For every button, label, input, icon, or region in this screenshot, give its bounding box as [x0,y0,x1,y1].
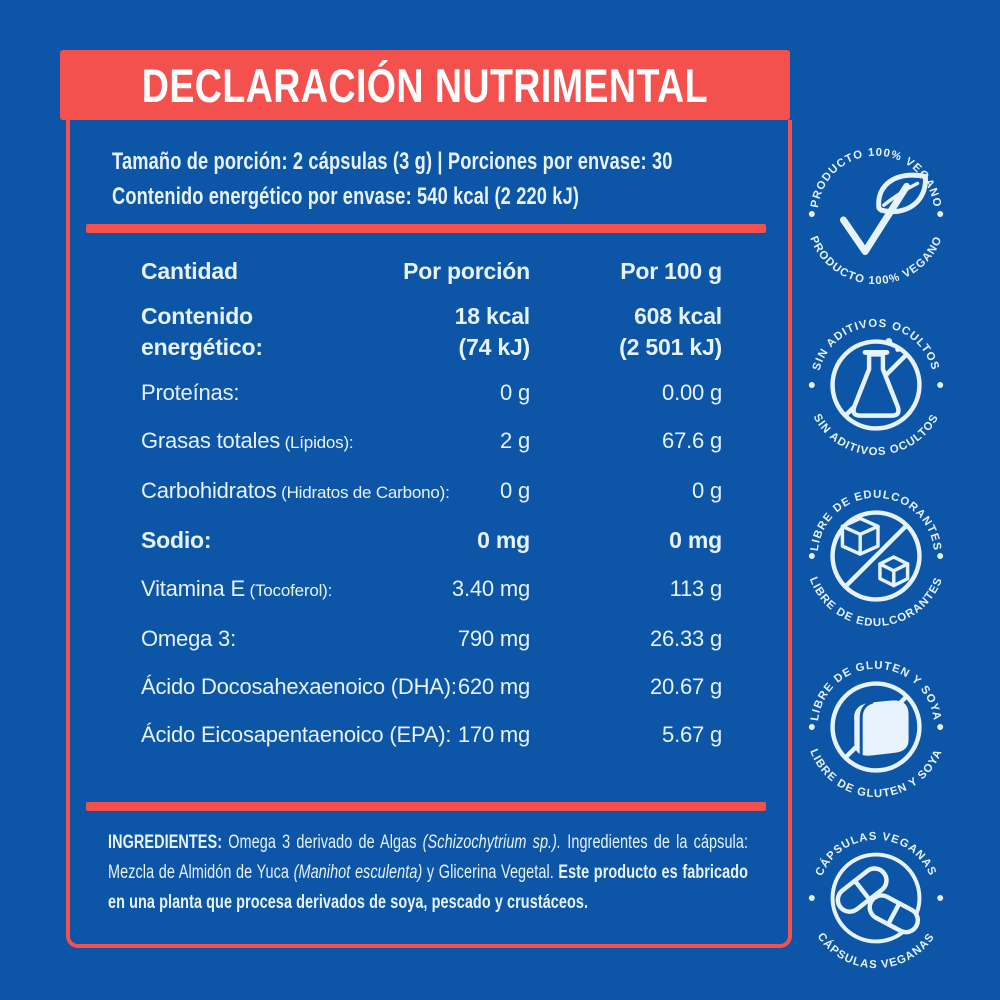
ingredients-segment: (Schizochytrium sp.). [422,832,562,853]
nutrient-row [141,721,722,748]
producto-100-vegano-badge [797,135,955,293]
crossed-capsules-icon [833,855,922,942]
nutrient-label-note: (Hidratos de Carbono): [276,483,450,502]
per-100g-value: 0 g [692,478,722,503]
nutrient-label: Vitamina E (Tocoferol): [141,576,333,601]
column-header-cantidad: Cantidad [141,258,238,284]
no-flask-icon [833,338,920,428]
column-header-por-100g: Por 100 g [620,258,722,284]
badge-text-bottom: LIBRE DE GLUTEN Y SOYA [807,747,945,801]
nutrient-label: Carbohidratos (Hidratos de Carbono): [141,478,450,503]
libre-de-edulcorantes-badge-art [797,477,955,635]
per-100g-value: 0 mg [669,527,722,553]
separator-dot [937,553,943,559]
badge-text-bottom: SIN ADITIVOS OCULTOS [810,411,942,459]
separator-dot [809,382,815,388]
nutrient-label: Proteínas: [141,380,240,405]
capsulas-veganas-badge-art [797,819,955,977]
serving-line-2: Contenido energético por envase: 540 kcal (2 220 kJ) [112,183,580,210]
ingredients-segment: INGREDIENTES: [108,832,223,853]
per-100g-value: 0.00 g [662,380,722,405]
serving-line-1: Tamaño de porción: 2 cápsulas (3 g) | Porciones por envase: 30 [112,148,673,175]
capsulas-veganas-badge [797,819,955,977]
badge-text-bottom: LIBRE DE EDULCORANTES [806,575,946,630]
sin-aditivos-ocultos-badge [797,306,955,464]
separator-dot [809,895,815,901]
per-serving-value: 2 g [500,428,530,453]
nutrient-row [141,379,722,406]
nutrient-label: Sodio: [141,527,212,553]
per-100g-value: 113 g [669,576,722,601]
badge-text-top: CÁPSULAS VEGANAS [813,830,939,878]
per-100g-value: 26.33 g [649,626,722,651]
ingredients-section [108,828,749,918]
separator-dot [809,553,815,559]
libre-de-edulcorantes-badge [797,477,955,635]
separator-dot [937,724,943,730]
sin-aditivos-ocultos-badge-art [797,306,955,464]
label-panel [66,120,792,948]
ingredients-segment: (Manihot esculenta) [293,862,423,883]
libre-de-gluten-y-soya-badge [797,648,955,806]
ingredients-segment: Omega 3 derivado de Algas [222,832,423,853]
badge-text-bottom: PRODUCTO 100% VEGANO [807,234,945,288]
nutrient-row [141,575,722,604]
nutrient-label: Omega 3: [141,626,237,651]
nutrient-row [141,477,722,506]
per-100g-value: 608 kcal (2 501 kJ) [619,303,722,360]
badge-text-top: LIBRE DE GLUTEN Y SOYA [809,659,944,722]
nutrient-label-note: (Lípidos): [280,433,354,452]
nutrient-row [141,673,722,700]
nutrient-row [141,301,722,363]
nutrient-row [141,527,722,554]
nutrient-row [141,625,722,652]
badges-column [797,135,955,977]
ingredients-segment: Este producto es fabricado en una planta que procesa derivados de soya, pescado y crustáceos. [108,862,749,913]
per-serving-value: 0 g [500,380,530,405]
per-serving-value: 0 mg [477,527,530,553]
nutrient-label: Contenido energético: [141,303,263,360]
nutrition-rows [141,301,722,748]
per-serving-value: 790 mg [457,626,530,651]
title-banner [60,50,790,120]
nutrient-row [141,427,722,456]
serving-info [112,144,788,214]
red-divider-bottom [86,802,766,811]
ingredients-text [108,828,748,918]
per-serving-value: 620 mg [457,674,530,699]
badge-text-top: LIBRE DE EDULCORANTES [808,488,944,552]
per-100g-value: 5.67 g [662,722,722,747]
separator-dot [937,382,943,388]
per-serving-value: 3.40 mg [451,576,530,601]
page-title: DECLARACIÓN NUTRIMENTAL [141,58,709,112]
table-header-row [141,258,722,285]
producto-100-vegano-badge-art [797,135,955,293]
per-100g-value: 67.6 g [662,428,722,453]
nutrient-label-note: (Tocoferol): [244,581,333,600]
per-serving-value: 0 g [500,478,530,503]
separator-dot [809,724,815,730]
per-serving-value: 170 mg [457,722,530,747]
separator-dot [937,895,943,901]
badge-text-top: PRODUCTO 100% VEGANO [809,146,944,209]
per-100g-value: 20.67 g [649,674,722,699]
no-bread-icon [833,684,920,771]
leaf-check-icon [843,175,925,251]
libre-de-gluten-y-soya-badge-art [797,648,955,806]
badge-text-top: SIN ADITIVOS OCULTOS [810,317,942,373]
nutrient-label: Grasas totales (Lípidos): [141,428,354,453]
nutrition-table [141,258,722,769]
badge-text-bottom: CÁPSULAS VEGANAS [814,930,938,972]
separator-dot [937,211,943,217]
ingredients-segment: Ingredientes de la cápsula: Mezcla de Almidón de Yuca [108,832,749,883]
nutrient-label: Ácido Docosahexaenoico (DHA): [141,674,457,699]
ingredients-segment: y Glicerina Vegetal. [422,862,559,883]
nutrient-label: Ácido Eicosapentaenoico (EPA): [141,722,452,747]
no-sugar-cubes-icon [833,513,920,600]
red-divider-top [86,224,766,233]
per-serving-value: 18 kcal (74 kJ) [454,303,530,360]
separator-dot [809,211,815,217]
column-header-por-porcion: Por porción [403,258,530,284]
